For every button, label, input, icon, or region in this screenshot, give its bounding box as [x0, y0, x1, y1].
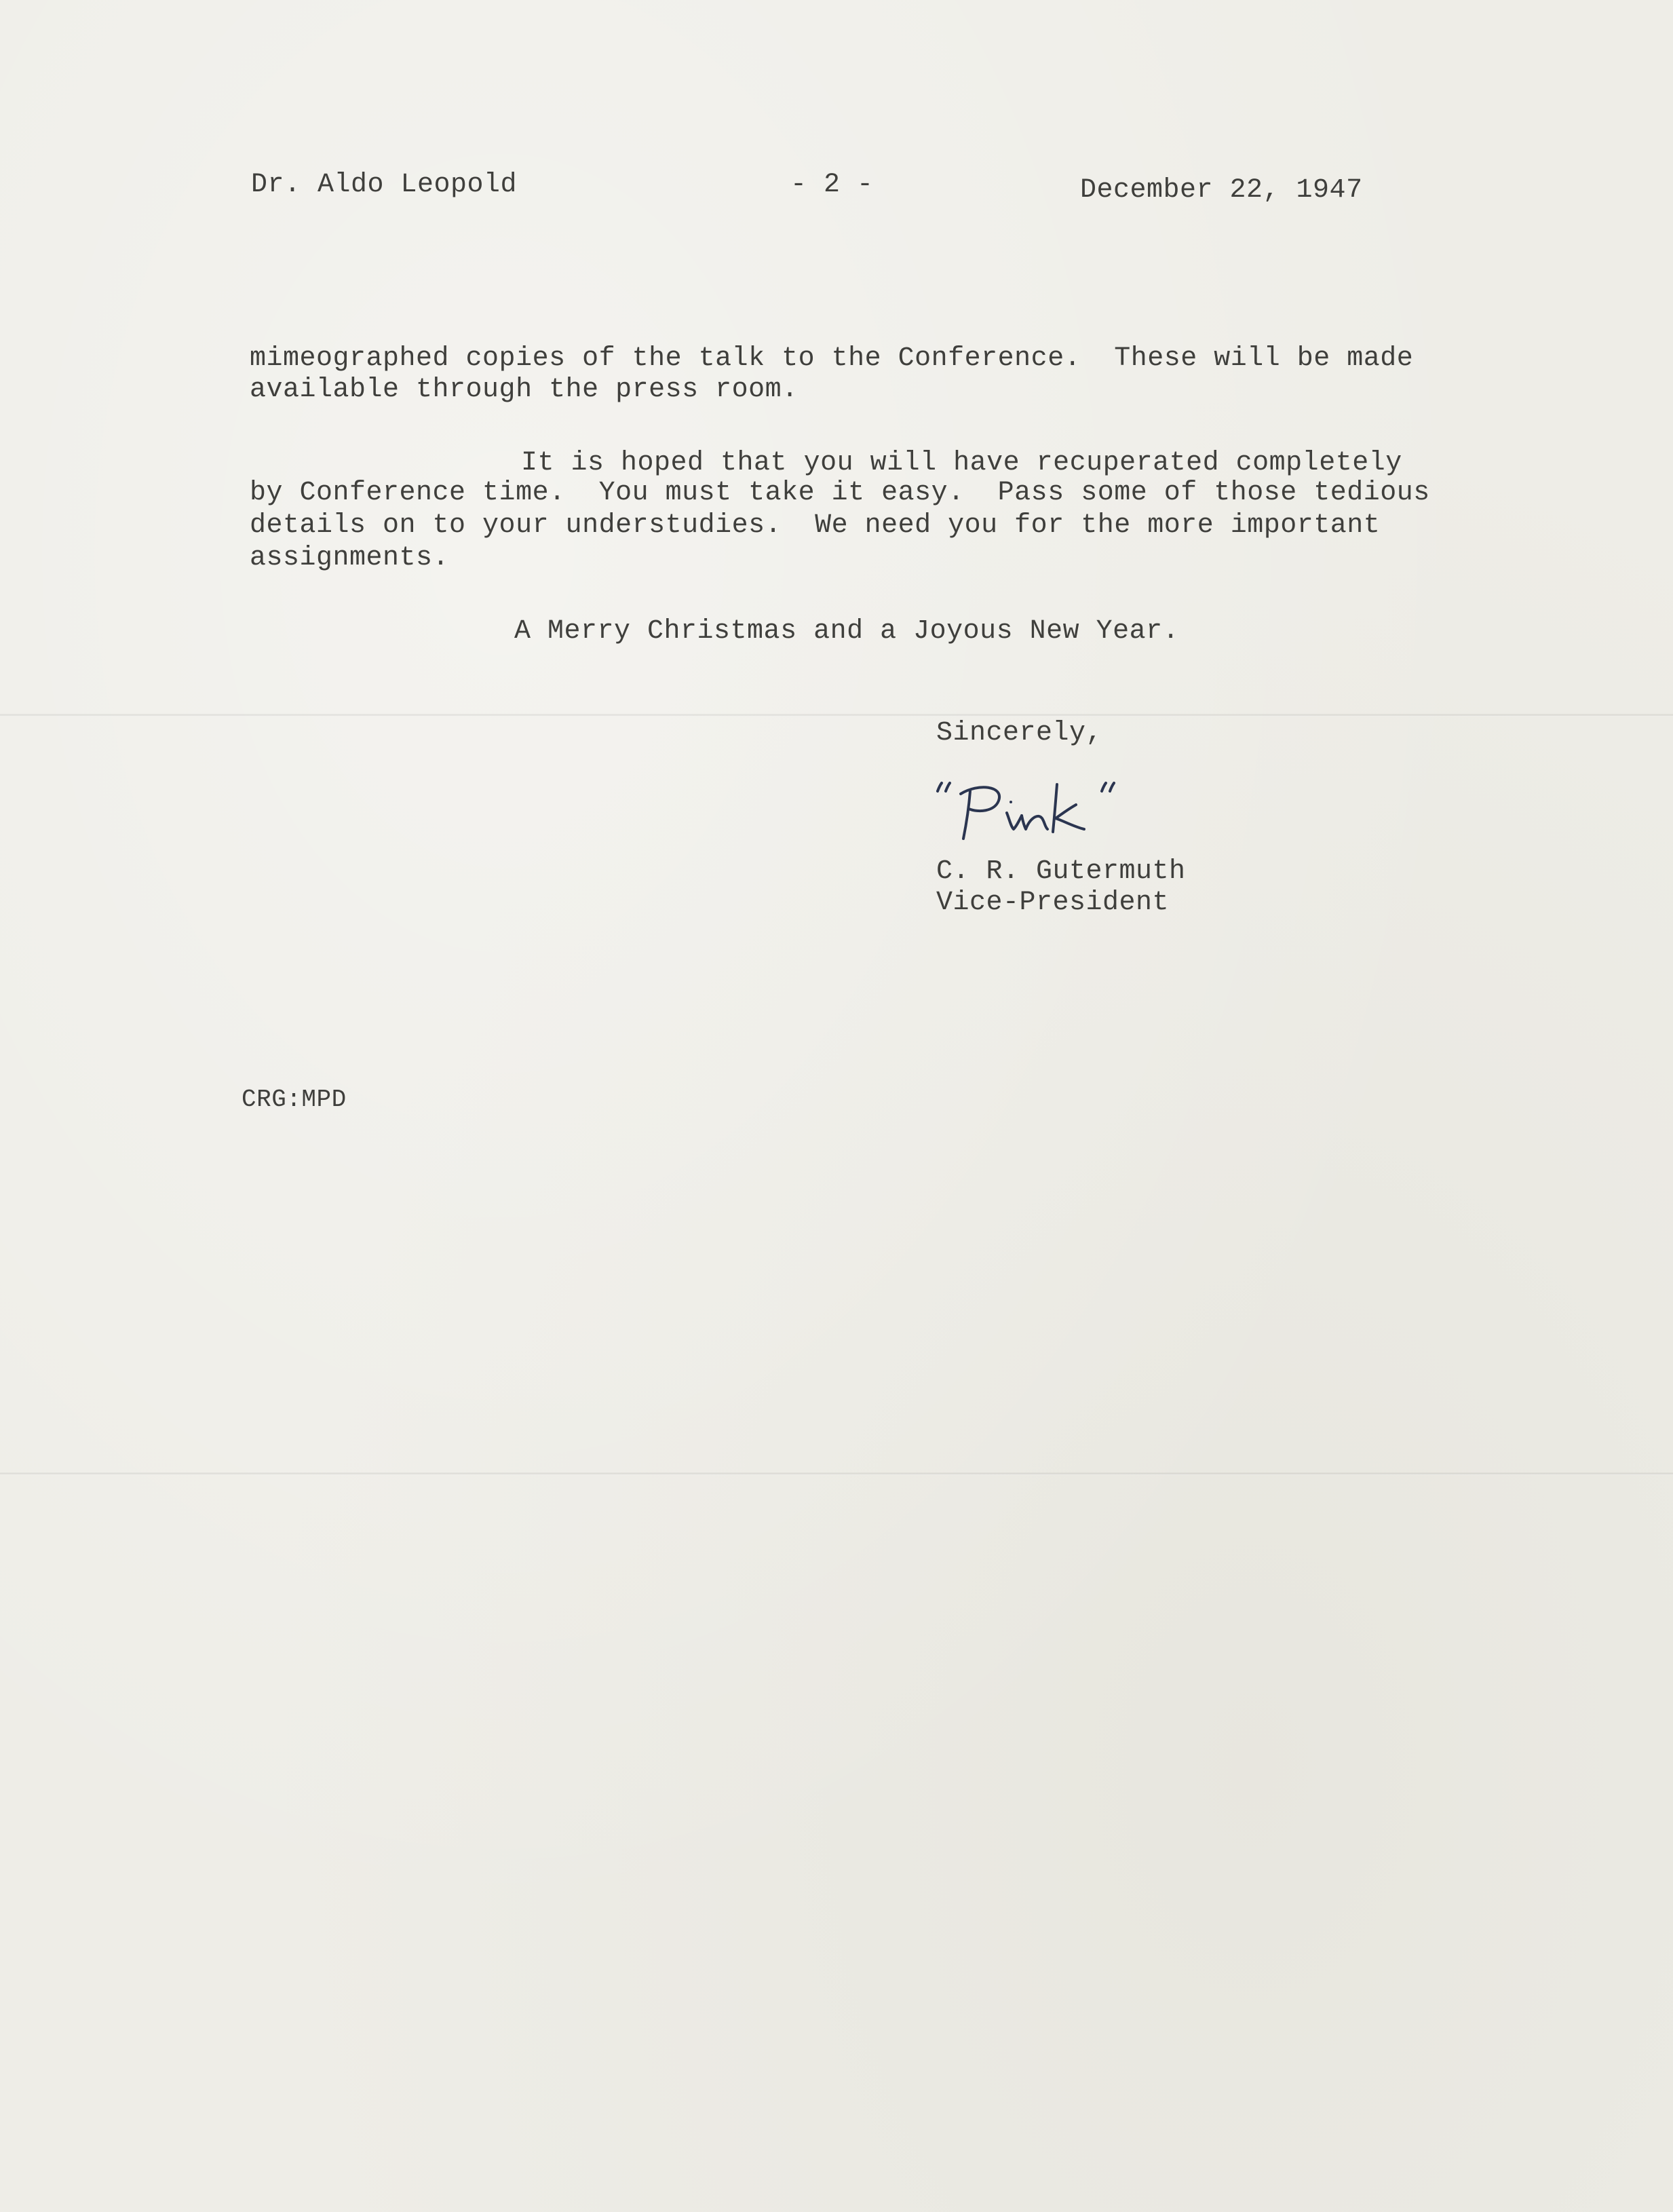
- signer-title: Vice-President: [936, 888, 1170, 918]
- header-recipient: Dr. Aldo Leopold: [251, 170, 518, 200]
- signer-name: C. R. Gutermuth: [936, 856, 1186, 887]
- handwritten-signature: [931, 771, 1148, 845]
- paragraph-2-line-2: by Conference time. You must take it easy. Pass some of those tedious: [250, 478, 1430, 508]
- header-page-number: - 2 -: [790, 170, 874, 200]
- header-date: December 22, 1947: [1080, 175, 1363, 206]
- paragraph-2-line-1: It is hoped that you will have recuperated completely: [521, 448, 1402, 478]
- complimentary-close: Sincerely,: [936, 718, 1103, 748]
- reference-initials: CRG:MPD: [242, 1086, 347, 1113]
- paper-fold-line: [0, 1472, 1673, 1475]
- paragraph-2-line-4: assignments.: [250, 543, 450, 573]
- paragraph-1-line-1: mimeographed copies of the talk to the Conference. These will be made: [250, 343, 1414, 374]
- paper-fold-line: [0, 714, 1673, 717]
- paragraph-2-line-3: details on to your understudies. We need you for the more important: [250, 510, 1381, 541]
- holiday-greeting: A Merry Christmas and a Joyous New Year.: [514, 616, 1180, 647]
- paragraph-1-line-2: available through the press room.: [250, 375, 799, 405]
